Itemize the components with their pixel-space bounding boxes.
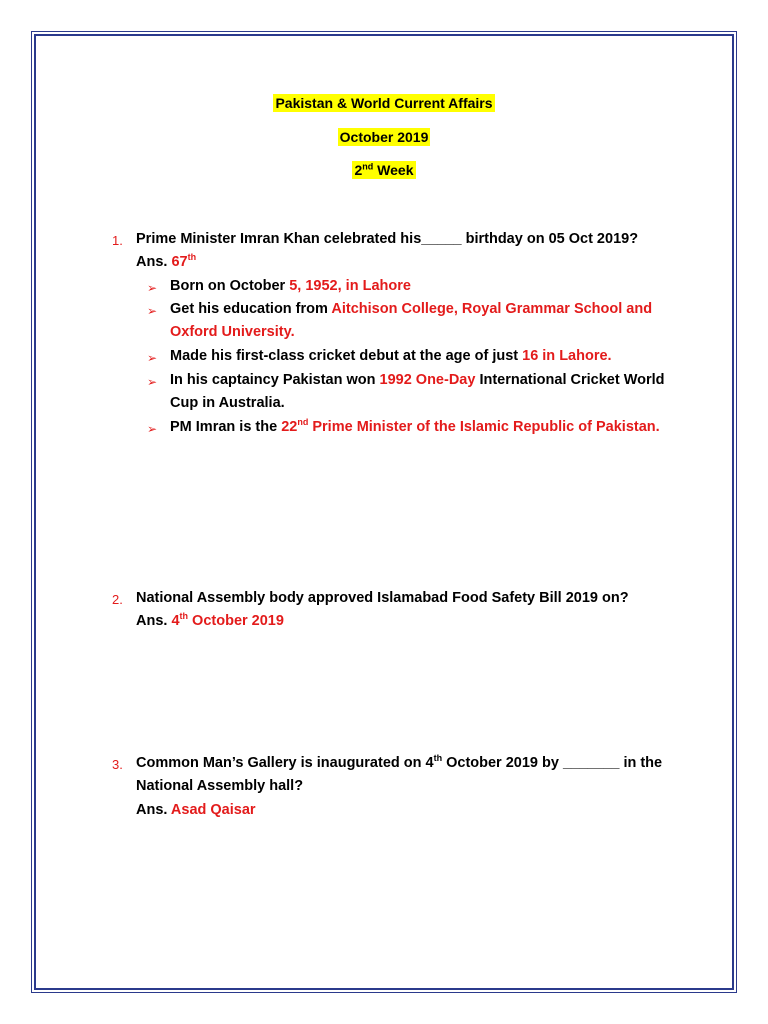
q1-bullet-4: In his captaincy Pakistan won 1992 One-Day International Cricket World [170, 372, 665, 388]
bullet-arrow-icon: ➢ [147, 351, 158, 365]
q3-question: Common Man’s Gallery is inaugurated on 4th October 2019 by _______ in the [136, 753, 663, 771]
q1-number: 1. [112, 233, 123, 248]
q1-bullet-1: Born on October 5, 1952, in Lahore [170, 278, 411, 294]
bullet-arrow-icon: ➢ [147, 281, 158, 295]
q1-bullet-5: PM Imran is the 22nd Prime Minister of the Islamic Republic of Pakistan. [170, 417, 660, 435]
q2-ans-value: 4th October 2019 [171, 611, 284, 629]
q2-question: National Assembly body approved Islamabad Food Safety Bill 2019 on? [136, 590, 629, 606]
week-suffix: nd [362, 161, 374, 172]
bullet-arrow-icon: ➢ [147, 304, 158, 318]
q1-bullet-2-cont: Oxford University. [170, 324, 295, 340]
q1-ans-label: Ans. [136, 254, 168, 270]
q2-number: 2. [112, 592, 123, 607]
q1-bullet-4-cont: Cup in Australia. [170, 395, 285, 411]
bullet-arrow-icon: ➢ [147, 375, 158, 389]
doc-week-text [352, 161, 415, 179]
doc-month-text: October 2019 [339, 129, 429, 145]
q1-ans-value: 67th [171, 252, 197, 270]
q3-ans-value: Asad Qaisar [170, 802, 256, 818]
q1-question: Prime Minister Imran Khan celebrated his_____ birthday on 05 Oct 2019? [136, 231, 639, 247]
doc-week [0, 162, 768, 178]
q1-answer [136, 254, 196, 270]
q3-number: 3. [112, 757, 123, 772]
week-number: 2 [354, 162, 363, 178]
q1-bullet-2: Get his education from Aitchison College, Royal Grammar School and [170, 301, 653, 317]
q1-bullet-3: Made his first-class cricket debut at the age of just 16 in Lahore. [170, 348, 612, 364]
bullet-arrow-icon: ➢ [147, 422, 158, 436]
week-word: Week [373, 162, 414, 178]
q3-ans-label: Ans. [136, 802, 168, 818]
doc-month [0, 129, 768, 145]
q2-answer [136, 613, 284, 629]
q2-ans-label: Ans. [136, 613, 168, 629]
q3-answer [136, 802, 256, 818]
doc-title [0, 95, 768, 111]
q3-question-cont: National Assembly hall? [136, 778, 304, 794]
doc-title-text: Pakistan & World Current Affairs [275, 95, 493, 111]
